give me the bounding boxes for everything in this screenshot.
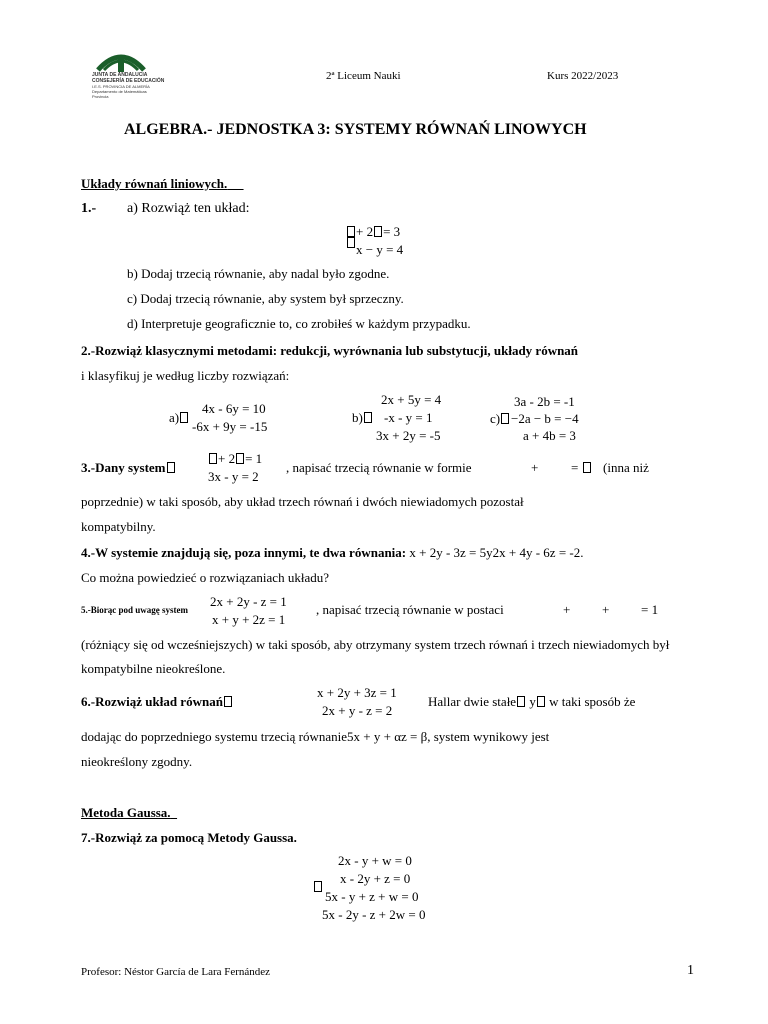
school-name: 2ª Liceum Nauki <box>326 70 401 82</box>
exercise-3-text: , napisać trzecią równanie w formie <box>286 460 472 475</box>
exercise-6-line-2: dodając do poprzedniego systemu trzecią równanie5x + y + αz = β, system wynikowy jest <box>81 729 550 744</box>
exercise-6-heading: 6.-Rozwiąż układ równań <box>81 694 233 710</box>
system-b-eq-3: 3x + 2y = -5 <box>376 428 441 443</box>
logo-line-5: Provincia <box>92 94 109 99</box>
exercise-1-part-b: b) Dodaj trzecią równanie, aby nadal było zgodne. <box>127 266 390 281</box>
exercise-2-heading: 2.-Rozwiąż klasycznymi metodami: redukcji, wyrównania lub substytucji, układy równań <box>81 343 579 358</box>
system-b-eq-1: 2x + 5y = 4 <box>381 392 442 407</box>
exercise-5-line-3: kompatybilne nieokreślone. <box>81 661 226 676</box>
exercise-5-plus-2: + <box>602 602 610 617</box>
exercise-3-equals: = <box>571 460 592 476</box>
exercise-3-eq-2: 3x - y = 2 <box>208 469 259 484</box>
logo-line-2: CONSEJERÍA DE EDUCACIÓN <box>92 78 165 84</box>
exercise-2-subheading: i klasyfikuj je według liczby rozwiązań: <box>81 368 290 383</box>
exercise-4-line-2: Co można powiedzieć o rozwiązaniach układu? <box>81 570 329 585</box>
course-year: Kurs 2022/2023 <box>547 70 619 82</box>
system-a-eq-2: -6x + 9y = -15 <box>192 419 268 434</box>
system-c-eq-2: −2a − b = −4 <box>511 411 579 426</box>
exercise-5-end: = 1 <box>641 602 659 617</box>
exercise-6-text: Hallar dwie stałe y w taki sposób że <box>428 694 636 709</box>
exercise-4-heading: 4.-W systemie znajdują się, poza innymi, te dwa równania: x + 2y - 3z = 5y2x + 4y - 6z = -2. <box>81 545 584 560</box>
exercise-5-heading: 5.-Biorąc pod uwagę system <box>81 605 188 615</box>
exercise-6-eq-1: x + 2y + 3z = 1 <box>317 685 397 700</box>
exercise-5-plus-1: + <box>563 602 571 617</box>
exercise-5-eq-1: 2x + 2y - z = 1 <box>210 594 287 609</box>
exercise-3-plus: + <box>531 460 539 475</box>
exercise-3-eq-1: + 2 = 1 <box>208 451 262 467</box>
exercise-1-equation-2: x − y = 4 <box>356 242 404 257</box>
logo-line-1: JUNTA DE ANDALUCIA <box>92 72 148 78</box>
section-heading-gauss: Metoda Gaussa. <box>81 805 171 820</box>
exercise-3-line-2: poprzednie) w taki sposób, aby układ trzech równań i dwóch niewiadomych pozostał <box>81 494 524 509</box>
exercise-7-eq-3: 5x - y + z + w = 0 <box>325 889 419 904</box>
exercise-1-equation-1: + 2 = 3 <box>346 224 400 240</box>
exercise-7-eq-1: 2x - y + w = 0 <box>338 853 412 868</box>
exercise-5-text: , napisać trzecią równanie w postaci <box>316 602 504 617</box>
exercise-7-eq-4: 5x - 2y - z + 2w = 0 <box>322 907 426 922</box>
system-c-eq-1: 3a - 2b = -1 <box>514 394 575 409</box>
exercise-6-line-3: nieokreślony zgodny. <box>81 754 193 769</box>
section-heading-systems: Układy równań liniowych. <box>81 176 228 191</box>
exercise-6-eq-2: 2x + y - z = 2 <box>322 703 393 718</box>
system-b-label: b) <box>352 410 373 426</box>
system-c-label: c) <box>490 411 510 427</box>
exercise-3-heading: 3.-Dany system <box>81 460 176 476</box>
exercise-1-part-a: a) Rozwiąż ten układ: <box>127 201 250 216</box>
exercise-7-brace <box>313 879 323 895</box>
exercise-5-eq-2: x + y + 2z = 1 <box>212 612 286 627</box>
system-c-eq-3: a + 4b = 3 <box>523 428 576 443</box>
exercise-5-line-2: (różniący się od wcześniejszych) w taki sposób, aby otrzymany system trzech równań i trzech niewiadomych był <box>81 637 670 652</box>
exercise-3-paren: (inna niż <box>603 460 649 475</box>
exercise-7-eq-2: x - 2y + z = 0 <box>340 871 411 886</box>
exercise-1-part-c: c) Dodaj trzecią równanie, aby system był sprzeczny. <box>127 291 404 306</box>
page-title: ALGEBRA.- JEDNOSTKA 3: SYSTEMY RÓWNAŃ LINOWYCH <box>124 121 587 138</box>
exercise-7-heading: 7.-Rozwiąż za pomocą Metody Gaussa. <box>81 830 297 845</box>
page-number: 1 <box>687 963 694 978</box>
system-a-label: a) <box>169 410 189 426</box>
exercise-3-line-3: kompatybilny. <box>81 519 156 534</box>
footer-author: Profesor: Néstor García de Lara Fernández <box>81 966 271 978</box>
exercise-1-brace <box>346 235 356 251</box>
logo-line-4: Departamento de Matemáticas <box>92 89 147 94</box>
exercise-1-part-d: d) Interpretuje geograficznie to, co zrobiłeś w każdym przypadku. <box>127 316 471 331</box>
logo-line-3: I.E.S. PROVINCIA DE ALMERÍA <box>92 84 150 89</box>
system-a-eq-1: 4x - 6y = 10 <box>202 401 266 416</box>
exercise-1-number: 1.- <box>81 201 97 216</box>
system-b-eq-2: -x - y = 1 <box>384 410 433 425</box>
